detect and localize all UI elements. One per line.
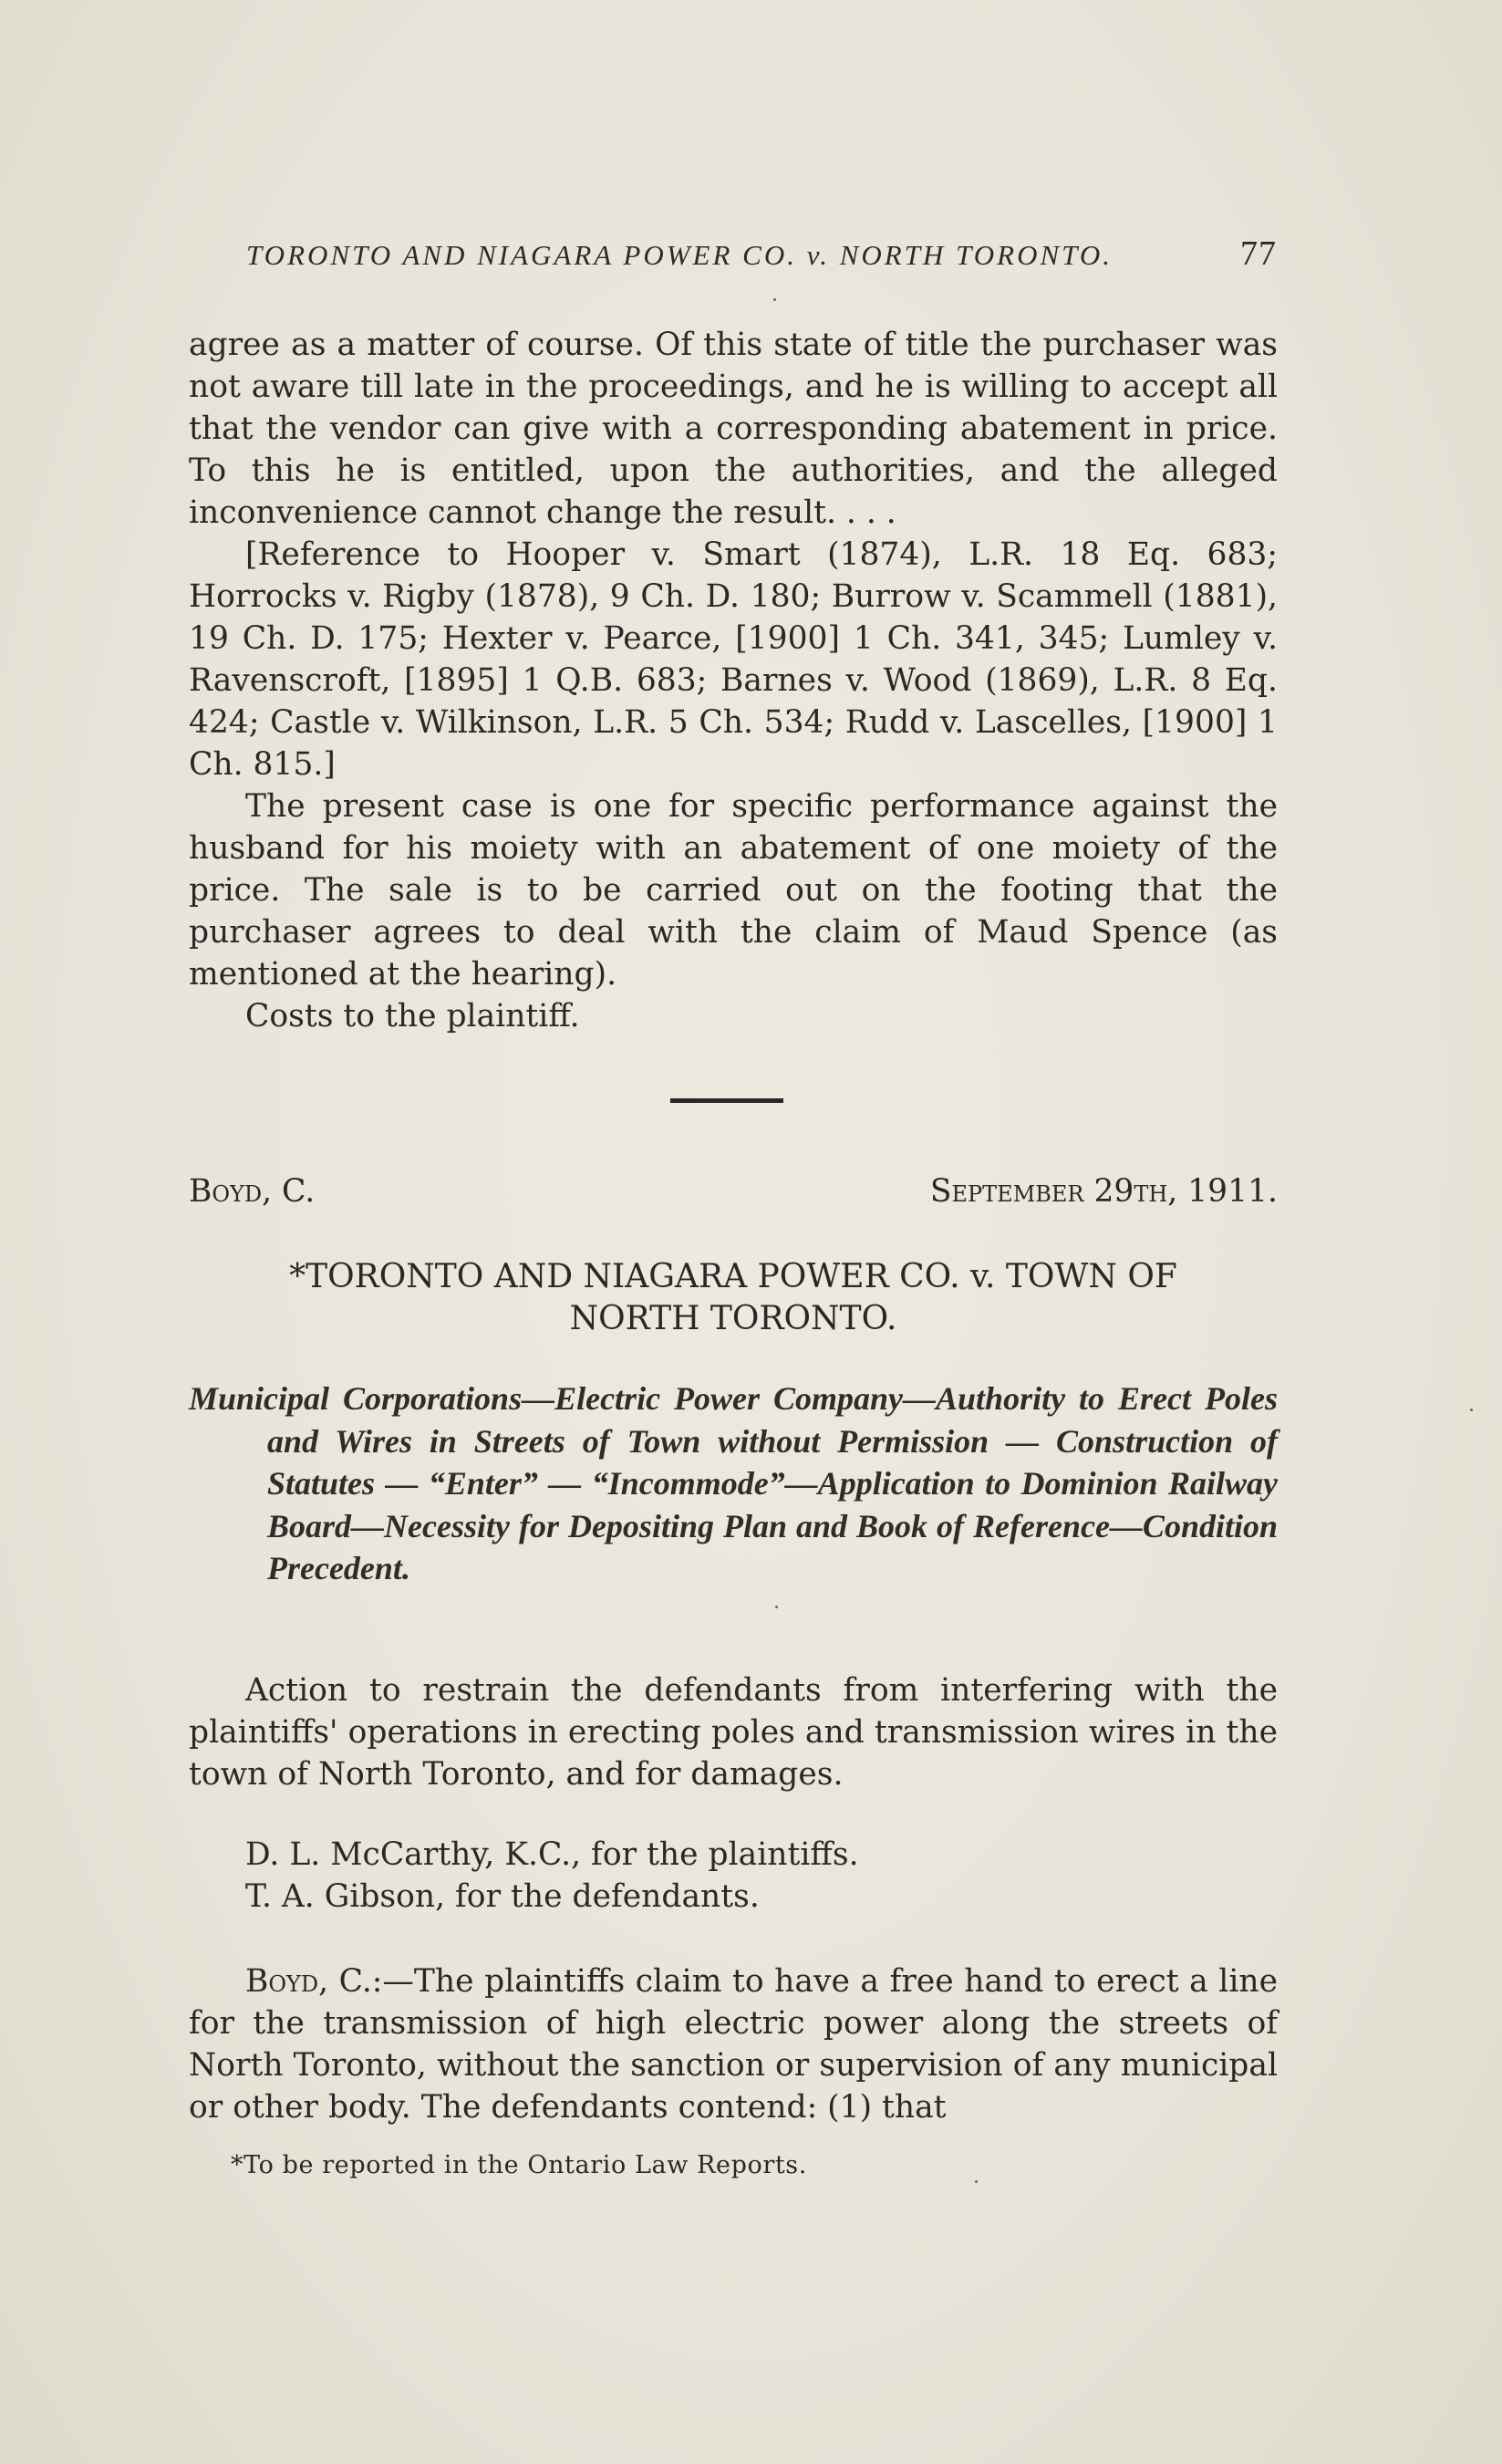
paragraph-costs: Costs to the plaintiff. — [245, 998, 580, 1034]
case-title — [189, 1256, 1278, 1340]
paper-speck — [773, 298, 776, 301]
dateline-judge: Boyd, C. — [189, 1173, 316, 1210]
counsel-defendants: T. A. Gibson, for the defendants. — [245, 1878, 760, 1915]
paragraph-disposition: The present case is one for specific performance against the husband for his moiety with an abatement of one moiety of the price. The sale is to be carried out on the footing that the purchaser agrees to deal with the claim of Maud Spence (as mentioned at the hearing). — [189, 788, 1278, 993]
paper-speck — [775, 1606, 778, 1608]
paragraph-references: [Reference to Hooper v. Smart (1874), L.R. 18 Eq. 683; Horrocks v. Rigby (1878), 9 Ch. D. 180; Burrow v. Scammell (1881), 19 Ch. D. 175; Hexter v. Pearce, [1900] 1 Ch. 341, 345; Lumley v. Ravenscroft, [1895] 1 Q.B. 683; Barnes v. Wood (1869), L.R. 8 Eq. 424; Castle v. Wilkinson, L.R. 5 Ch. 534; Rudd v. Lascelles, [1900] 1 Ch. 815.] — [189, 536, 1278, 783]
dateline — [189, 1173, 1278, 1215]
running-head-title: TORONTO AND NIAGARA POWER CO. v. NORTH TORONTO. — [246, 239, 1113, 271]
judgment-text: :—The plaintiffs claim to have a free hand to erect a line for the transmission of high electric power along the streets of North Toronto, without the sanction or supervision of any municipal or other body. The defendants contend: (1) that — [189, 1963, 1278, 2126]
paragraph-continued: agree as a matter of course. Of this state of title the purchaser was not aware till late in the proceedings, and he is willing to accept all that the vendor can give with a corresponding abatement in price. To this he is entitled, upon the authorities, and the alleged inconvenience cannot change the result. . . . — [189, 327, 1278, 531]
counsel-plaintiffs: D. L. McCarthy, K.C., for the plaintiffs. — [245, 1836, 859, 1873]
previous-judgment-text — [189, 324, 1278, 1037]
action-summary — [189, 1669, 1278, 1795]
page-number: 77 — [1240, 234, 1277, 273]
paper-speck — [1470, 1409, 1473, 1411]
dateline-date: September 29th, 1911. — [929, 1173, 1278, 1210]
action-paragraph: Action to restrain the defendants from interfering with the plaintiffs' operations in erecting poles and transmission wires in the town of North Toronto, and for damages. — [189, 1672, 1278, 1793]
paper-speck — [975, 2180, 978, 2183]
headnote: Municipal Corporations—Electric Power Company—Authority to Erect Poles and Wires in Streets of Town without Permission — Construction of Statutes — “Enter” — “Incommode”—Application to Dominion Railway Board—Necessity for Depositing Plan and Book of Reference—Condition Precedent. — [189, 1380, 1278, 1587]
judgment-opening — [189, 1960, 1278, 2128]
judgment-judge: Boyd, C. — [245, 1963, 372, 2000]
case-title-line-1: *TORONTO AND NIAGARA POWER CO. v. TOWN OF — [289, 1258, 1177, 1295]
judgment-paragraph — [189, 1960, 1278, 2128]
case-title-line-2: NORTH TORONTO. — [569, 1300, 897, 1337]
section-divider — [670, 1098, 783, 1103]
running-head — [246, 234, 1277, 279]
footnote: *To be reported in the Ontario Law Reports. — [231, 2151, 807, 2179]
